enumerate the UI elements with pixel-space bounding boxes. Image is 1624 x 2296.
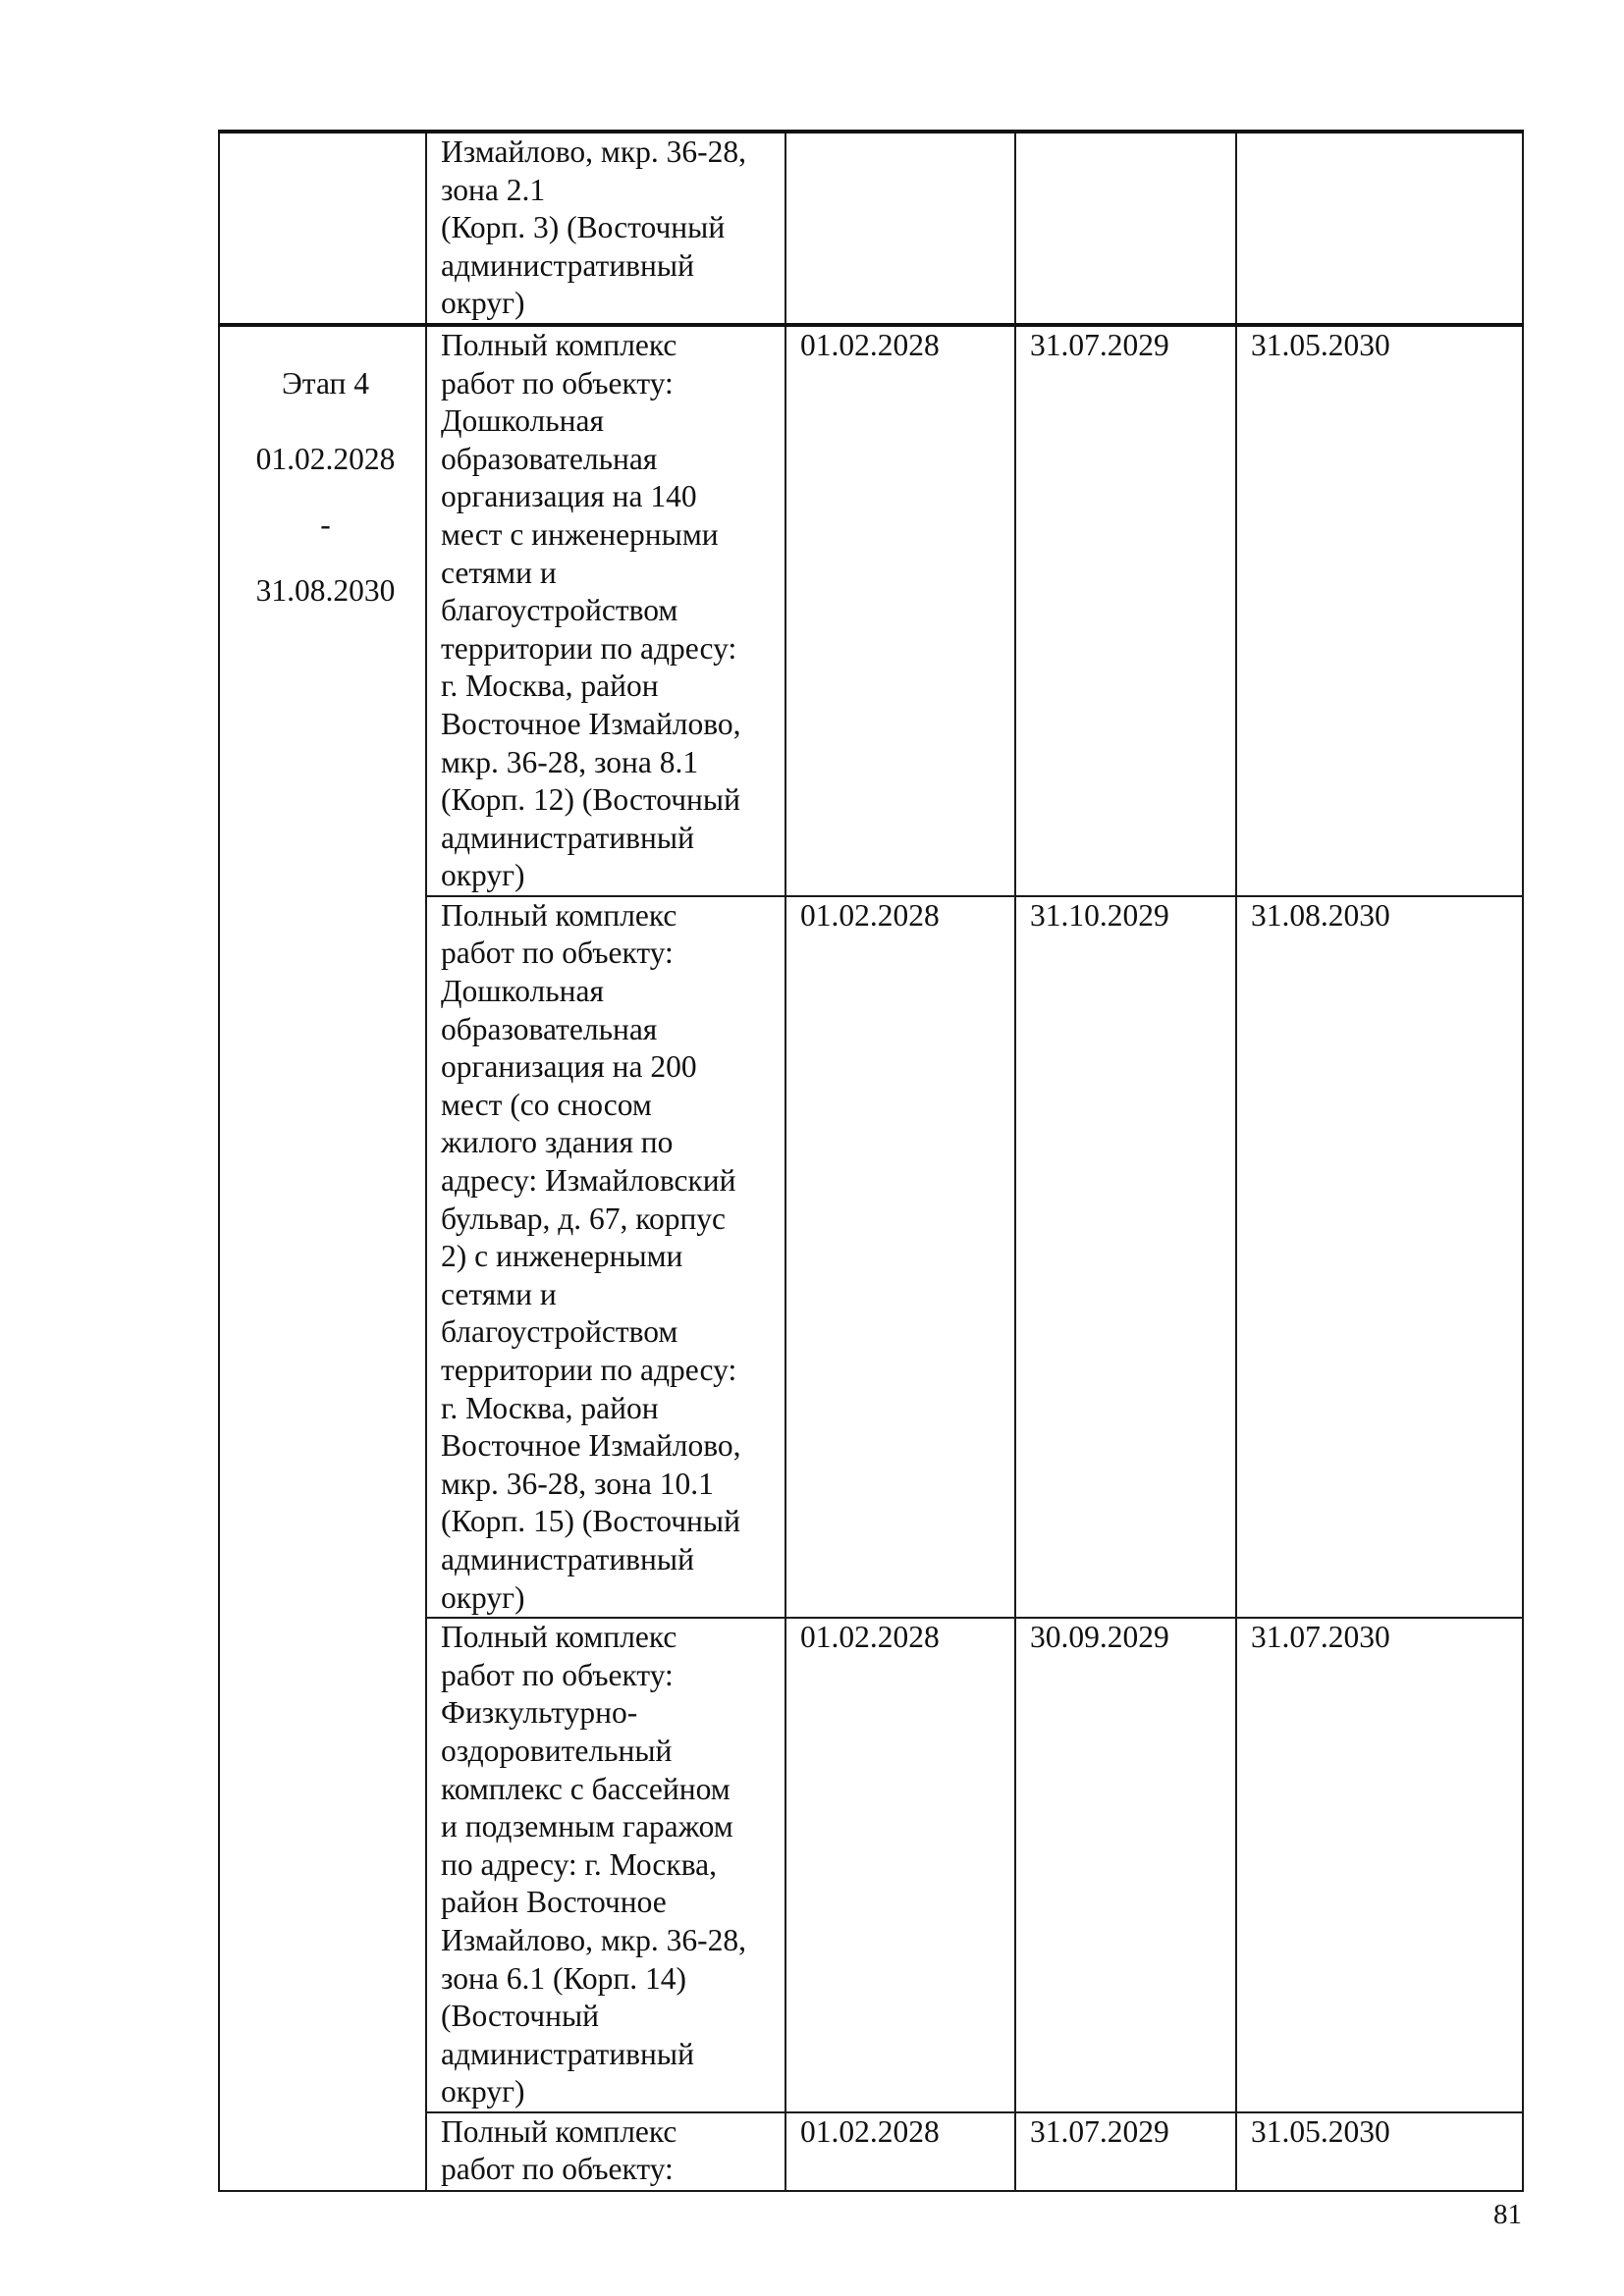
stage-date-separator: - (320, 507, 331, 542)
object-description: Измайлово, мкр. 36-28, зона 2.1 (Корп. 3) (Восточный административный округ) (426, 132, 785, 325)
date-start (785, 132, 1015, 325)
object-description: Полный комплекс работ по объекту: Дошкольная образовательная организация на 140 мест с инженерными сетями и благоустройством территории по адресу: г. Москва, район Восточное Измайлово, мкр. 36-28, зона 8.1 (Корп. 12) (Восточный административный округ) (426, 325, 785, 896)
date-start: 01.02.2028 (785, 896, 1015, 1618)
stage-cell-empty (219, 132, 426, 325)
stage-name: Этап 4 (282, 365, 369, 400)
date-end: 31.07.2030 (1236, 1618, 1523, 2112)
object-description: Полный комплекс работ по объекту: Дошкольная образовательная организация на 200 мест (со сносом жилого здания по адресу: Измайловский бульвар, д. 67, корпус 2) с инженерными сетями и благоустройством территории по адресу: г. Москва, район Восточное Измайлово, мкр. 36-28, зона 10.1 (Корп. 15) (Восточный административный округ) (426, 896, 785, 1618)
date-end: 31.05.2030 (1236, 325, 1523, 896)
date-start: 01.02.2028 (785, 325, 1015, 896)
stage-start-date: 01.02.2028 (255, 441, 396, 476)
schedule-table (218, 130, 1524, 2192)
stage-4-cell (219, 325, 426, 2191)
date-end (1236, 132, 1523, 325)
object-description: Полный комплекс работ по объекту: Физкультурно- оздоровительный комплекс с бассейном и подземным гаражом по адресу: г. Москва, район Восточное Измайлово, мкр. 36-28, зона 6.1 (Корп. 14) (Восточный административный округ) (426, 1618, 785, 2112)
date-mid: 30.09.2029 (1015, 1618, 1236, 2112)
date-mid: 31.07.2029 (1015, 325, 1236, 896)
date-mid: 31.10.2029 (1015, 896, 1236, 1618)
date-start: 01.02.2028 (785, 2112, 1015, 2191)
stage-end-date: 31.08.2030 (255, 572, 396, 608)
object-description: Полный комплекс работ по объекту: (426, 2112, 785, 2191)
date-start: 01.02.2028 (785, 1618, 1015, 2112)
table-row (219, 132, 1523, 325)
date-end: 31.05.2030 (1236, 2112, 1523, 2191)
date-mid: 31.07.2029 (1015, 2112, 1236, 2191)
table-row (219, 325, 1523, 896)
page-number: 81 (1493, 2199, 1522, 2230)
date-mid (1015, 132, 1236, 325)
date-end: 31.08.2030 (1236, 896, 1523, 1618)
